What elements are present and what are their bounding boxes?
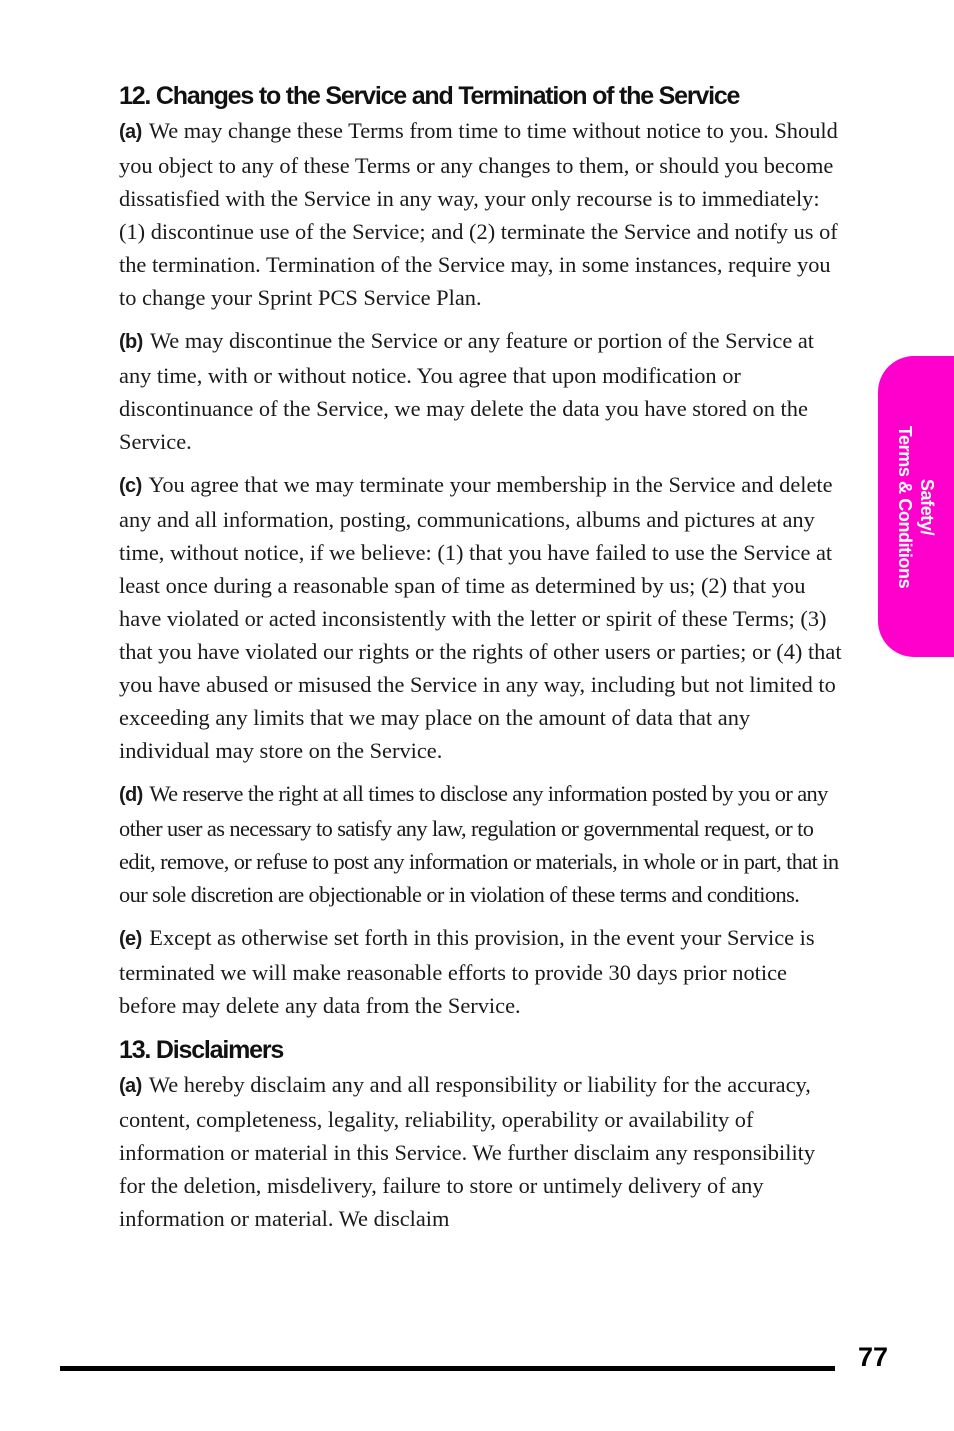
paragraph-text: We may change these Terms from time to time without notice to you. Should you object to any of these Terms or any changes to them, or should you become dissatisfied with the Service in any way, your only recourse is to immediately: (1) discontinue use of the Service; and (2) terminate the Service and notify us of the termination. Termination of the Service may, in some instances, require you to change your Sprint PCS Service Plan.: [119, 118, 838, 310]
paragraph-label: (a): [119, 121, 142, 143]
paragraph-12e: [119, 921, 846, 1022]
paragraph-text: We hereby disclaim any and all responsibility or liability for the accuracy, content, completeness, legality, reliability, operability or availability of information or material in this Service. We further disclaim any responsibility for the deletion, misdelivery, failure to store or untimely delivery of any information or material. We disclaim: [119, 1072, 816, 1231]
section-side-tab[interactable]: [878, 356, 954, 657]
paragraph-12b: [119, 324, 846, 458]
paragraph-13a: [119, 1068, 846, 1235]
paragraph-12a: [119, 114, 846, 314]
paragraph-text: We reserve the right at all times to disclose any information posted by you or any other user as necessary to satisfy any law, regulation or governmental request, or to edit, remove, or refuse to post any information or materials, in whole or in part, that in our sole discretion are objectionable or in violation of these terms and conditions.: [119, 781, 839, 907]
side-tab-line-1: Safety/: [917, 478, 937, 535]
paragraph-text: We may discontinue the Service or any feature or portion of the Service at any time, with or without notice. You agree that upon modification or discontinuance of the Service, we may delete the data you have stored on the Service.: [119, 328, 815, 454]
side-tab-label: [894, 425, 938, 587]
footer-rule: [60, 1366, 835, 1371]
section-heading-13: 13. Disclaimers: [119, 1036, 284, 1064]
section-heading-12: 12. Changes to the Service and Termination of the Service: [119, 82, 740, 110]
paragraph-label: (b): [119, 331, 143, 353]
paragraph-12d: [119, 777, 846, 911]
paragraph-label: (e): [119, 928, 142, 950]
paragraph-label: (a): [119, 1075, 142, 1097]
paragraph-label: (c): [119, 475, 142, 497]
paragraph-text: You agree that we may terminate your membership in the Service and delete any and all information, posting, communications, albums and pictures at any time, without notice, if we believe: (1) that you have failed to use the Service at least once during a reasonable span of time as determined by us; (2) that you have violated or acted inconsistently with the letter or spirit of these Terms; (3) that you have violated our rights or the rights of other users or parties; or (4) that you have abused or misused the Service in any way, including but not limited to exceeding any limits that we may place on the amount of data that any individual may store on the Service.: [119, 472, 842, 763]
paragraph-text: Except as otherwise set forth in this provision, in the event your Service is terminated we will make reasonable efforts to provide 30 days prior notice before may delete any data from the Service.: [119, 925, 815, 1018]
page-content: [119, 78, 846, 1245]
side-tab-line-2: Terms & Conditions: [895, 425, 915, 588]
paragraph-label: (d): [119, 784, 143, 806]
paragraph-12c: [119, 468, 846, 767]
page-number: 77: [858, 1342, 889, 1372]
